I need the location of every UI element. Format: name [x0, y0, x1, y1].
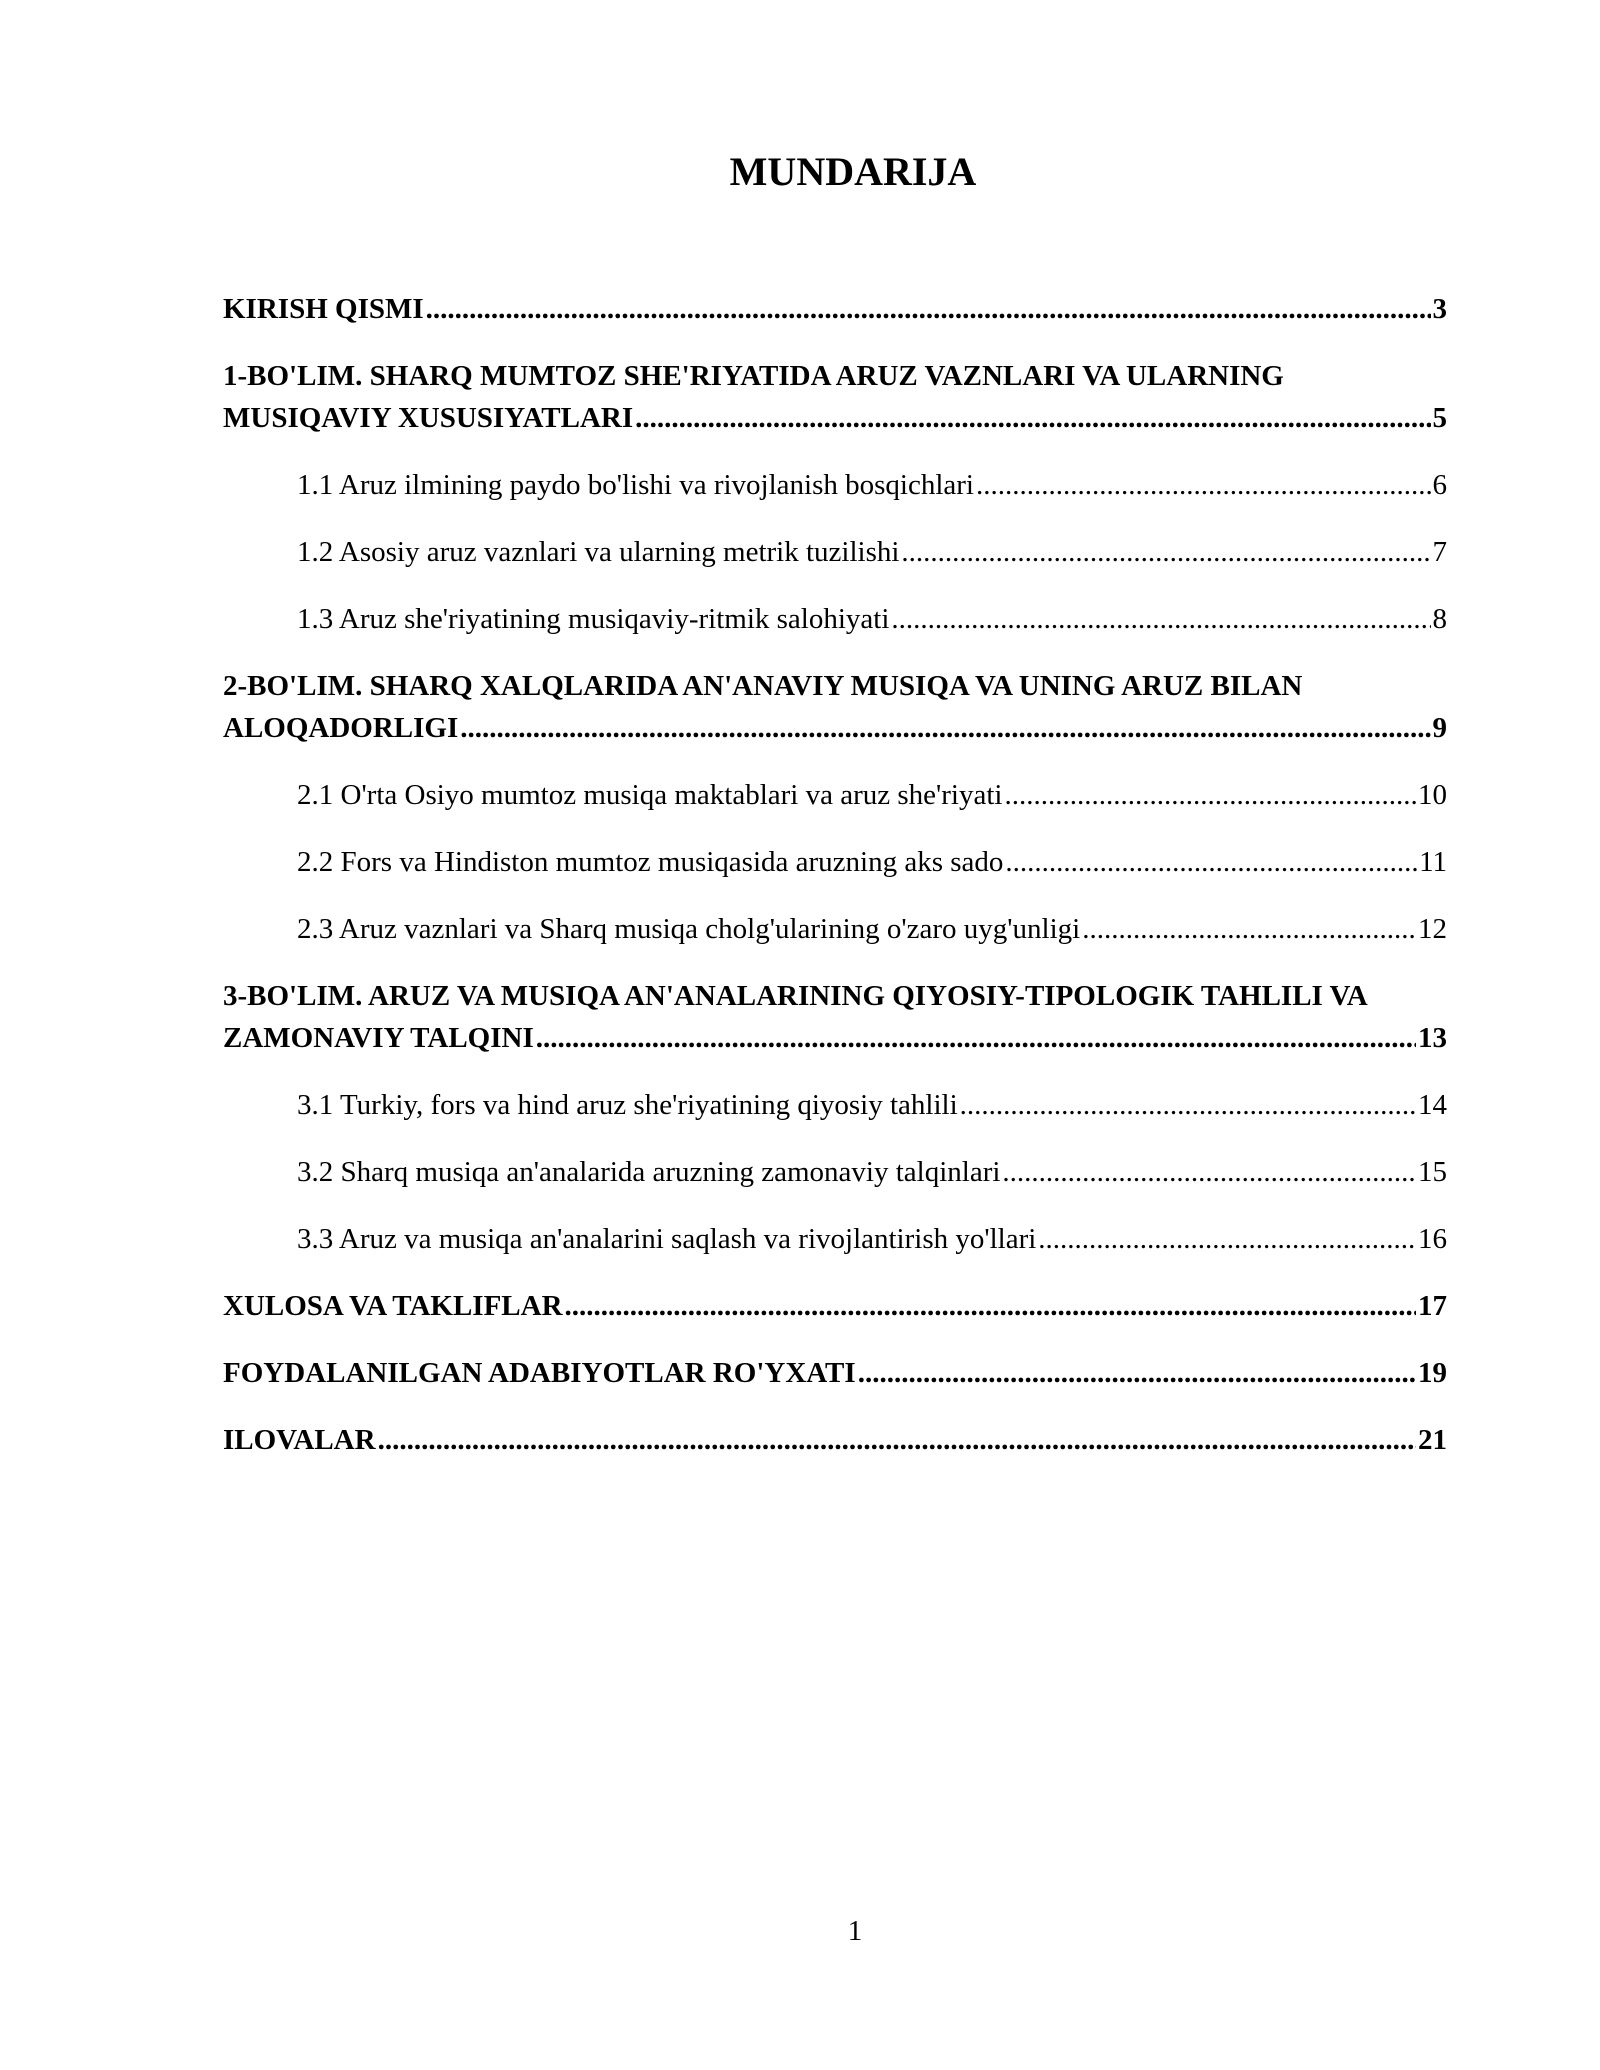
toc-entry-title: MUSIQAVIY XUSUSIYATLARI [223, 402, 634, 434]
dot-leader [635, 397, 1430, 439]
toc-section[interactable] [223, 355, 1447, 439]
toc-entry-line [223, 707, 1447, 749]
toc-entry-title: 1.1 Aruz ilmining paydo bo'lishi va rivojlanish bosqichlari [297, 469, 974, 501]
toc-entry-title: 3.2 Sharq musiqa an'analarida aruzning zamonaviy talqinlari [297, 1156, 1001, 1188]
toc-page-number: 10 [1418, 779, 1447, 811]
toc-page-number: 19 [1418, 1357, 1447, 1389]
dot-leader [976, 464, 1431, 506]
toc-entry-line [223, 1017, 1447, 1059]
toc-subsection[interactable] [223, 1218, 1447, 1260]
toc-entry-title: KIRISH QISMI [223, 293, 424, 325]
toc-page-number: 3 [1432, 293, 1447, 325]
toc-entry-title: ALOQADORLIGI [223, 712, 459, 744]
dot-leader [565, 1285, 1416, 1327]
page-title: MUNDARIJA [729, 149, 977, 194]
toc-page-number: 15 [1418, 1156, 1447, 1188]
toc-page-number: 16 [1418, 1223, 1447, 1255]
toc-subsection[interactable] [223, 464, 1447, 506]
toc-entry-title-line: 3-BO'LIM. ARUZ VA MUSIQA AN'ANALARINING QIYOSIY-TIPOLOGIK TAHLILI VA [223, 980, 1368, 1012]
toc-entry-line [297, 841, 1447, 883]
toc-page-number: 7 [1432, 536, 1447, 568]
toc-page-number: 13 [1418, 1022, 1447, 1054]
toc-entry-line [223, 1352, 1447, 1394]
dot-leader [426, 288, 1431, 330]
toc-entry-title-line: 2-BO'LIM. SHARQ XALQLARIDA AN'ANAVIY MUSIQA VA UNING ARUZ BILAN [223, 670, 1303, 702]
toc-entry-line [297, 1218, 1447, 1260]
toc-page-number: 9 [1432, 712, 1447, 744]
toc-page-number: 21 [1418, 1424, 1447, 1456]
toc-section[interactable] [223, 975, 1447, 1059]
toc-entry-line [297, 598, 1447, 640]
dot-leader [1002, 1151, 1416, 1193]
dot-leader [901, 531, 1430, 573]
toc-page-number: 12 [1418, 913, 1447, 945]
toc-entry-line [297, 464, 1447, 506]
toc-page-number: 8 [1432, 603, 1447, 635]
toc-entry-title: 1.2 Asosiy aruz vaznlari va ularning metrik tuzilishi [297, 536, 900, 568]
dot-leader [891, 598, 1430, 640]
dot-leader [460, 707, 1430, 749]
toc-page-number: 6 [1432, 469, 1447, 501]
toc-entry-title: 2.3 Aruz vaznlari va Sharq musiqa cholg'ularining o'zaro uyg'unligi [297, 913, 1081, 945]
toc-entry-title: 3.1 Turkiy, fors va hind aruz she'riyatining qiyosiy tahlili [297, 1089, 958, 1121]
toc-entry-title: 2.1 O'rta Osiyo mumtoz musiqa maktablari va aruz she'riyati [297, 779, 1003, 811]
dot-leader [1038, 1218, 1416, 1260]
toc-entry-line [297, 774, 1447, 816]
toc-page-number: 5 [1432, 402, 1447, 434]
toc-entry-title-line: 1-BO'LIM. SHARQ MUMTOZ SHE'RIYATIDA ARUZ VAZNLARI VA ULARNING [223, 360, 1284, 392]
toc-entry-line [297, 531, 1447, 573]
toc-subsection[interactable] [223, 908, 1447, 950]
toc-entry-title: 3.3 Aruz va musiqa an'analarini saqlash va rivojlantirish yo'llari [297, 1223, 1037, 1255]
toc-section[interactable] [223, 1352, 1447, 1394]
toc-entry-title: 1.3 Aruz she'riyatining musiqaviy-ritmik salohiyati [297, 603, 890, 635]
toc-entry-line [223, 288, 1447, 330]
toc-subsection[interactable] [223, 1084, 1447, 1126]
toc-entry-title: ZAMONAVIY TALQINI [223, 1022, 534, 1054]
dot-leader [1004, 774, 1416, 816]
toc-section[interactable] [223, 1285, 1447, 1327]
toc-entry-title: FOYDALANILGAN ADABIYOTLAR RO'YXATI [223, 1357, 856, 1389]
toc-entry-title: XULOSA VA TAKLIFLAR [223, 1290, 563, 1322]
toc-page-number: 14 [1418, 1089, 1447, 1121]
toc-entry-line [297, 908, 1447, 950]
toc-entry-line [223, 397, 1447, 439]
toc-section[interactable] [223, 288, 1447, 330]
toc-subsection[interactable] [223, 1151, 1447, 1193]
dot-leader [536, 1017, 1416, 1059]
toc-subsection[interactable] [223, 598, 1447, 640]
toc-entry-line [223, 1419, 1447, 1461]
dot-leader [858, 1352, 1416, 1394]
toc-subsection[interactable] [223, 531, 1447, 573]
toc-page-number: 17 [1418, 1290, 1447, 1322]
dot-leader [1082, 908, 1416, 950]
toc-page-number: 11 [1419, 846, 1447, 878]
table-of-contents [223, 288, 1447, 1486]
dot-leader [378, 1419, 1416, 1461]
toc-entry-line [223, 1285, 1447, 1327]
toc-subsection[interactable] [223, 774, 1447, 816]
toc-entry-title: ILOVALAR [223, 1424, 376, 1456]
toc-subsection[interactable] [223, 841, 1447, 883]
toc-entry-line [297, 1151, 1447, 1193]
toc-section[interactable] [223, 665, 1447, 749]
page-number: 1 [847, 1915, 863, 1947]
toc-entry-line [297, 1084, 1447, 1126]
dot-leader [1005, 841, 1417, 883]
toc-section[interactable] [223, 1419, 1447, 1461]
toc-entry-title: 2.2 Fors va Hindiston mumtoz musiqasida aruzning aks sado [297, 846, 1004, 878]
dot-leader [960, 1084, 1416, 1126]
